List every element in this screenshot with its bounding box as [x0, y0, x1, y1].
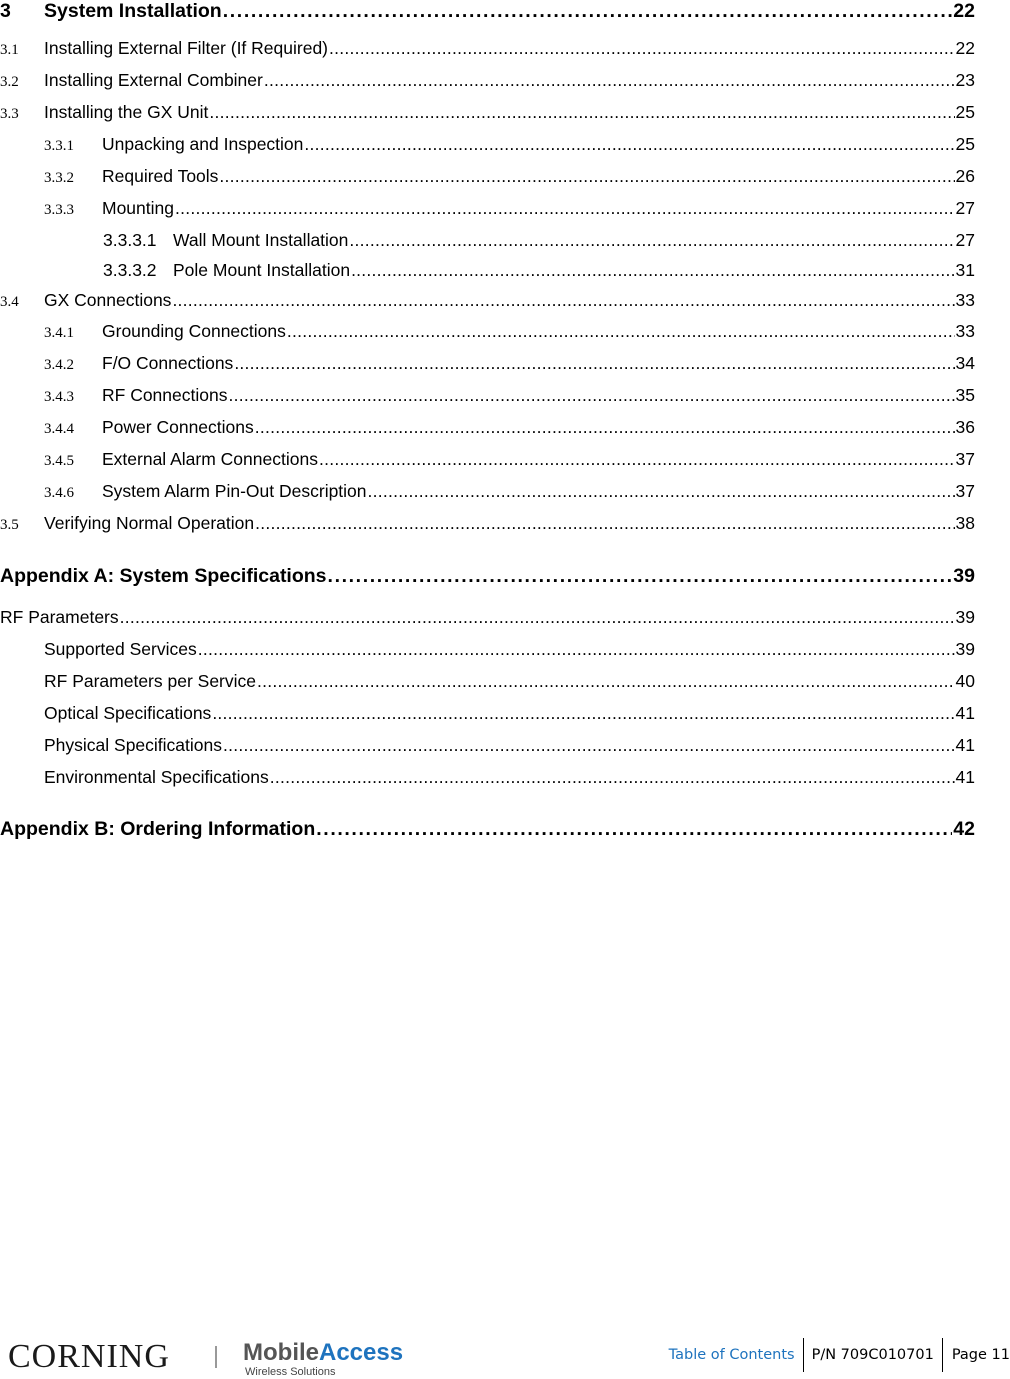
dot-leader — [270, 766, 955, 788]
toc-page-number: 34 — [955, 353, 975, 373]
toc-entry[interactable] — [0, 259, 975, 281]
toc-page-number: 31 — [955, 260, 975, 280]
toc-page-number: 39 — [953, 565, 975, 587]
toc-number: 3.4.4 — [44, 421, 74, 437]
corning-logo: CORNING — [8, 1338, 170, 1375]
toc-link[interactable]: Table of Contents — [668, 1347, 795, 1363]
toc-entry[interactable] — [0, 480, 975, 504]
toc-number: 3.3.3.1 — [103, 230, 157, 250]
toc-page-number: 39 — [955, 639, 975, 659]
toc-entry[interactable] — [0, 448, 975, 472]
dot-leader — [175, 197, 955, 219]
toc-page-number: 39 — [955, 607, 975, 627]
toc-number: 3.3.3 — [44, 202, 74, 218]
toc-title: F/O Connections — [102, 353, 234, 373]
dot-leader — [255, 512, 954, 534]
toc-title: RF Parameters — [0, 607, 119, 627]
toc-entry[interactable] — [0, 320, 975, 344]
toc-title: Optical Specifications — [44, 703, 212, 723]
toc-number: 3.2 — [0, 74, 19, 90]
toc-page-number: 37 — [955, 449, 975, 469]
dot-leader — [264, 69, 955, 91]
toc-entry[interactable] — [0, 133, 975, 157]
toc-title: System Installation — [44, 0, 222, 22]
toc-title: Required Tools — [102, 166, 219, 186]
dot-leader — [328, 565, 953, 587]
toc-page-number: 42 — [953, 818, 975, 840]
dot-leader — [209, 101, 954, 123]
dot-leader — [304, 133, 954, 155]
toc-page-number: 22 — [955, 38, 975, 58]
toc-page-number: 33 — [955, 321, 975, 341]
toc-entry[interactable] — [0, 289, 975, 313]
toc-title: Wall Mount Installation — [173, 230, 349, 250]
toc-page-number: 37 — [955, 481, 975, 501]
toc-title: Physical Specifications — [44, 735, 222, 755]
part-number: P/N 709C010701 — [803, 1338, 942, 1372]
dot-leader — [316, 818, 952, 840]
toc-entry[interactable] — [0, 702, 975, 724]
toc-number: 3 — [0, 0, 11, 22]
toc-entry[interactable] — [0, 734, 975, 756]
toc-title: Installing External Filter (If Required) — [44, 38, 328, 58]
toc-number: 3.3 — [0, 106, 19, 122]
toc-title: RF Parameters per Service — [44, 671, 257, 691]
toc-number: 3.4.2 — [44, 357, 74, 373]
logo-subtitle: Wireless Solutions — [245, 1366, 336, 1378]
dot-leader — [120, 606, 955, 628]
dot-leader — [198, 638, 955, 660]
toc-number: 3.4.1 — [44, 325, 74, 341]
page-footer — [0, 1336, 1010, 1379]
dot-leader — [257, 670, 955, 692]
toc-page-number: 41 — [955, 767, 975, 787]
toc-number: 3.1 — [0, 42, 19, 58]
toc-entry[interactable] — [0, 197, 975, 221]
dot-leader — [329, 37, 955, 59]
toc-page-number: 27 — [955, 230, 975, 250]
dot-leader — [234, 352, 954, 374]
toc-title: Verifying Normal Operation — [44, 513, 255, 533]
dot-leader — [319, 448, 955, 470]
toc-entry[interactable] — [0, 512, 975, 536]
dot-leader — [255, 416, 955, 438]
dot-leader — [349, 229, 954, 251]
logo-mobile-text: Mobile — [243, 1339, 319, 1366]
toc-title: GX Connections — [44, 290, 172, 310]
toc-page-number: 40 — [955, 671, 975, 691]
toc-title: RF Connections — [102, 385, 228, 405]
toc-title: Mounting — [102, 198, 174, 218]
toc-page-number: 41 — [955, 735, 975, 755]
toc-number: 3.4.5 — [44, 453, 74, 469]
toc-title: Pole Mount Installation — [173, 260, 351, 280]
dot-leader — [287, 320, 955, 342]
toc-page-number: 25 — [955, 134, 975, 154]
toc-page-number: 41 — [955, 703, 975, 723]
toc-entry[interactable] — [0, 766, 975, 788]
toc-number: 3.4.3 — [44, 389, 74, 405]
page-number: Page 11 — [942, 1338, 1010, 1372]
toc-title: Installing External Combiner — [44, 70, 263, 90]
toc-page-number: 27 — [955, 198, 975, 218]
toc-page-number: 33 — [955, 290, 975, 310]
dot-leader — [228, 384, 954, 406]
toc-title: Power Connections — [102, 417, 254, 437]
toc-page-number: 25 — [955, 102, 975, 122]
toc-page-number: 26 — [955, 166, 975, 186]
dot-leader — [212, 702, 954, 724]
logo-access-text: Access — [319, 1339, 404, 1366]
dot-leader — [223, 0, 953, 22]
toc-number: 3.3.3.2 — [103, 260, 157, 280]
toc-entry[interactable] — [0, 606, 975, 628]
toc-entry[interactable] — [0, 818, 975, 840]
toc-title: Installing the GX Unit — [44, 102, 209, 122]
toc-entry[interactable] — [0, 101, 975, 125]
toc-entry[interactable] — [0, 638, 975, 660]
toc-number: 3.3.2 — [44, 170, 74, 186]
toc-title: Unpacking and Inspection — [102, 134, 304, 154]
toc-entry[interactable] — [0, 670, 975, 692]
dot-leader — [172, 289, 954, 311]
dot-leader — [223, 734, 955, 756]
toc-title: Appendix B: Ordering Information — [0, 818, 316, 840]
dot-leader — [219, 165, 954, 187]
toc-title: External Alarm Connections — [102, 449, 318, 469]
logo-divider — [215, 1346, 217, 1368]
toc-title: System Alarm Pin-Out Description — [102, 481, 367, 501]
toc-number: 3.5 — [0, 517, 19, 533]
toc-number: 3.3.1 — [44, 138, 74, 154]
toc-entry[interactable] — [0, 384, 975, 408]
toc-page-number: 35 — [955, 385, 975, 405]
toc-title: Environmental Specifications — [44, 767, 269, 787]
toc-entry[interactable] — [0, 0, 975, 22]
toc-title: Supported Services — [44, 639, 197, 659]
toc-page-number: 23 — [955, 70, 975, 90]
toc-entry[interactable] — [0, 352, 975, 376]
dot-leader — [351, 259, 954, 281]
footer-info — [669, 1338, 1010, 1372]
dot-leader — [368, 480, 955, 502]
toc-entry[interactable] — [0, 69, 975, 93]
toc-title: Grounding Connections — [102, 321, 286, 341]
toc-entry[interactable] — [0, 416, 975, 440]
toc-title: Appendix A: System Specifications — [0, 565, 327, 587]
toc-entry[interactable] — [0, 37, 975, 61]
toc-entry[interactable] — [0, 565, 975, 587]
toc-page-number: 38 — [955, 513, 975, 533]
toc-number: 3.4 — [0, 294, 19, 310]
toc-page-number: 22 — [953, 0, 975, 22]
toc-number: 3.4.6 — [44, 485, 74, 501]
toc-entry[interactable] — [0, 165, 975, 189]
mobileaccess-logo — [243, 1339, 403, 1367]
toc-entry[interactable] — [0, 229, 975, 251]
toc-page-number: 36 — [955, 417, 975, 437]
